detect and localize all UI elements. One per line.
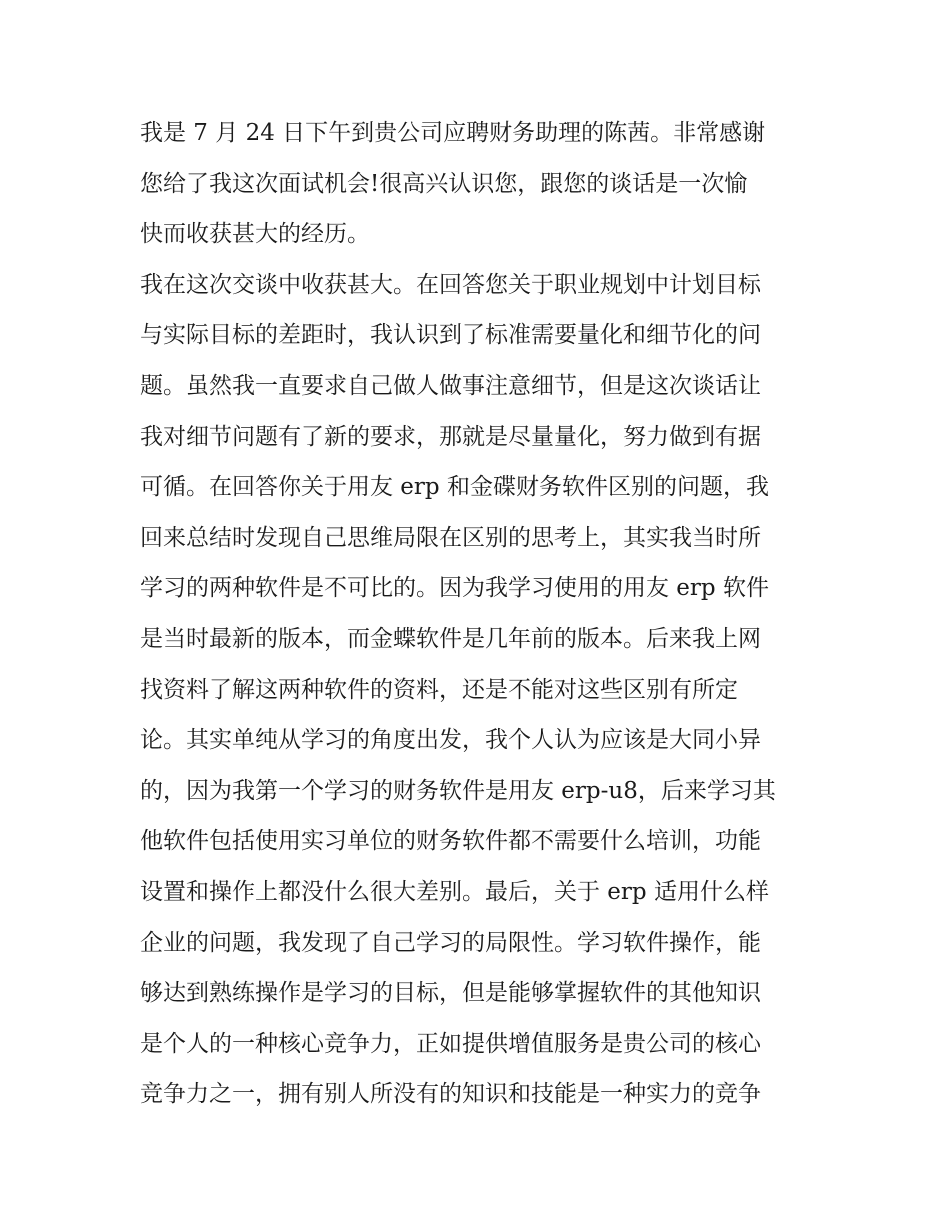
text-line: 回来总结时发现自己思维局限在区别的思考上，其实我当时所 bbox=[140, 524, 761, 551]
text-line: 快而收获甚大的经历。 bbox=[140, 221, 370, 248]
text-line: 企业的问题，我发现了自己学习的局限性。学习软件操作，能 bbox=[140, 929, 761, 956]
text-line: 找资料了解这两种软件的资料，还是不能对这些区别有所定 bbox=[140, 676, 738, 703]
text-line: 学习的两种软件是不可比的。因为我学习使用的用友 erp 软件 bbox=[140, 575, 769, 602]
text-line: 可循。在回答你关于用友 erp 和金碟财务软件区别的问题，我 bbox=[140, 474, 769, 501]
text-line: 是个人的一种核心竞争力，正如提供增值服务是贵公司的核心 bbox=[140, 1030, 761, 1057]
text-line: 论。其实单纯从学习的角度出发，我个人认为应该是大同小异 bbox=[140, 727, 761, 754]
text-line: 竞争力之一，拥有别人所没有的知识和技能是一种实力的竞争 bbox=[140, 1081, 761, 1108]
text-line: 的，因为我第一个学习的财务软件是用友 erp-u8，后来学习其 bbox=[140, 777, 776, 804]
text-line: 他软件包括使用实习单位的财务软件都不需要什么培训，功能 bbox=[140, 828, 761, 855]
text-line: 设置和操作上都没什么很大差别。最后，关于 erp 适用什么样 bbox=[140, 878, 769, 905]
text-line: 我是 7 月 24 日下午到贵公司应聘财务助理的陈茜。非常感谢 bbox=[140, 120, 766, 146]
text-line: 够达到熟练操作是学习的目标，但是能够掌握软件的其他知识 bbox=[140, 980, 761, 1007]
letter-body bbox=[140, 108, 820, 1120]
text-line: 与实际目标的差距时，我认识到了标准需要量化和细节化的问 bbox=[140, 322, 761, 349]
text-line: 是当时最新的版本，而金蝶软件是几年前的版本。后来我上网 bbox=[140, 625, 761, 652]
text-line: 我对细节问题有了新的要求，那就是尽量量化，努力做到有据 bbox=[140, 423, 761, 450]
paragraph-1 bbox=[140, 108, 820, 260]
text-line: 题。虽然我一直要求自己做人做事注意细节，但是这次谈话让 bbox=[140, 372, 761, 399]
paragraph-2 bbox=[140, 260, 820, 1120]
text-line: 我在这次交谈中收获甚大。在回答您关于职业规划中计划目标 bbox=[140, 271, 761, 298]
text-line: 您给了我这次面试机会!很高兴认识您，跟您的谈话是一次愉 bbox=[140, 170, 748, 197]
